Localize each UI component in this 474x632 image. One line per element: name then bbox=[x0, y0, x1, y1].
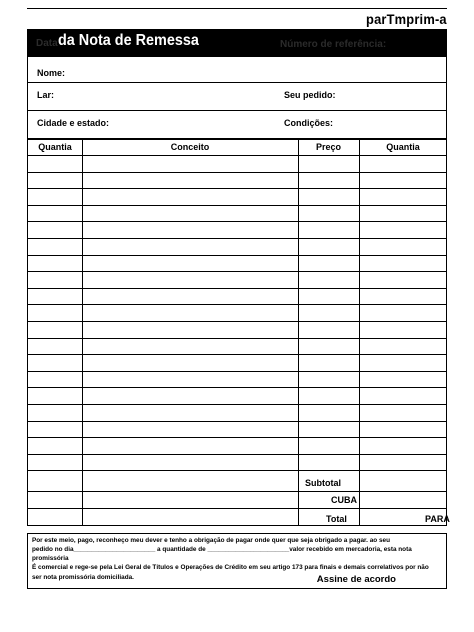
table-row-line bbox=[28, 238, 446, 239]
table-row-line bbox=[28, 172, 446, 173]
table-column-divider bbox=[359, 139, 360, 525]
items-table[interactable] bbox=[28, 139, 450, 525]
table-top-line bbox=[28, 139, 446, 140]
tax-label: CUBA bbox=[331, 495, 357, 505]
note-line-1: Por este meio, pago, reconheço meu dever e tenho a obrigação de pagar onde quer que seja obrigado a pagar. ao seu bbox=[32, 537, 390, 544]
note-line-3: promissória bbox=[32, 555, 69, 562]
reference-number-label: Número de referência: bbox=[280, 39, 387, 50]
table-row-line bbox=[28, 271, 446, 272]
order-label: Seu pedido: bbox=[284, 90, 336, 100]
table-row-line bbox=[28, 371, 446, 372]
note-line-4: É comercial e rege-se pela Lei Geral de Títulos e Operações de Crédito em seu artigo 173 para finais e demais correlativos por não bbox=[32, 564, 429, 571]
table-row-line bbox=[28, 304, 446, 305]
table-row-line bbox=[28, 470, 446, 471]
col-header-concept: Conceito bbox=[170, 142, 210, 152]
total-value: PARA bbox=[425, 514, 450, 524]
col-header-amount: Quantia bbox=[386, 142, 420, 152]
table-row-line bbox=[28, 508, 446, 509]
table-row-line bbox=[28, 221, 446, 222]
table-column-divider bbox=[82, 139, 83, 525]
table-row-line bbox=[28, 437, 446, 438]
promissory-note bbox=[27, 533, 447, 589]
home-label: Lar: bbox=[37, 90, 55, 100]
date-label: Data bbox=[36, 38, 58, 49]
table-row-line bbox=[28, 387, 446, 388]
table-row-line bbox=[28, 454, 446, 455]
col-header-quantity: Quantia bbox=[38, 142, 72, 152]
table-row-line bbox=[28, 188, 446, 189]
title-bar bbox=[28, 30, 446, 57]
col-header-price: Preço bbox=[315, 142, 341, 152]
table-row-line bbox=[28, 354, 446, 355]
terms-label: Condições: bbox=[284, 118, 334, 128]
table-row-line bbox=[28, 338, 446, 339]
brand-title: parTmprim-a bbox=[366, 11, 447, 27]
table-column-divider bbox=[298, 139, 299, 525]
table-row-line bbox=[28, 255, 446, 256]
table-row-line bbox=[28, 321, 446, 322]
table-row-line bbox=[28, 155, 446, 156]
city-terms-row[interactable] bbox=[28, 111, 446, 139]
note-line-2: pedido no dia_______________________ a quantidade de _______________________valor recebido em mercadoria, esta nota bbox=[32, 546, 412, 553]
name-row[interactable] bbox=[28, 57, 446, 83]
subtotal-label: Subtotal bbox=[305, 478, 341, 488]
table-row-line bbox=[28, 491, 446, 492]
top-rule bbox=[27, 8, 447, 9]
table-row-line bbox=[28, 421, 446, 422]
note-line-5: ser nota promissória domiciliada. bbox=[32, 574, 134, 581]
table-row-line bbox=[28, 205, 446, 206]
table-row-line bbox=[28, 404, 446, 405]
total-label: Total bbox=[326, 514, 347, 524]
table-row-line bbox=[28, 288, 446, 289]
name-label: Nome: bbox=[37, 68, 66, 78]
home-order-row[interactable] bbox=[28, 83, 446, 111]
form-title: da Nota de Remessa bbox=[58, 32, 199, 49]
delivery-note-form bbox=[27, 29, 450, 526]
city-label: Cidade e estado: bbox=[37, 118, 110, 128]
sign-label: Assine de acordo bbox=[316, 574, 396, 585]
